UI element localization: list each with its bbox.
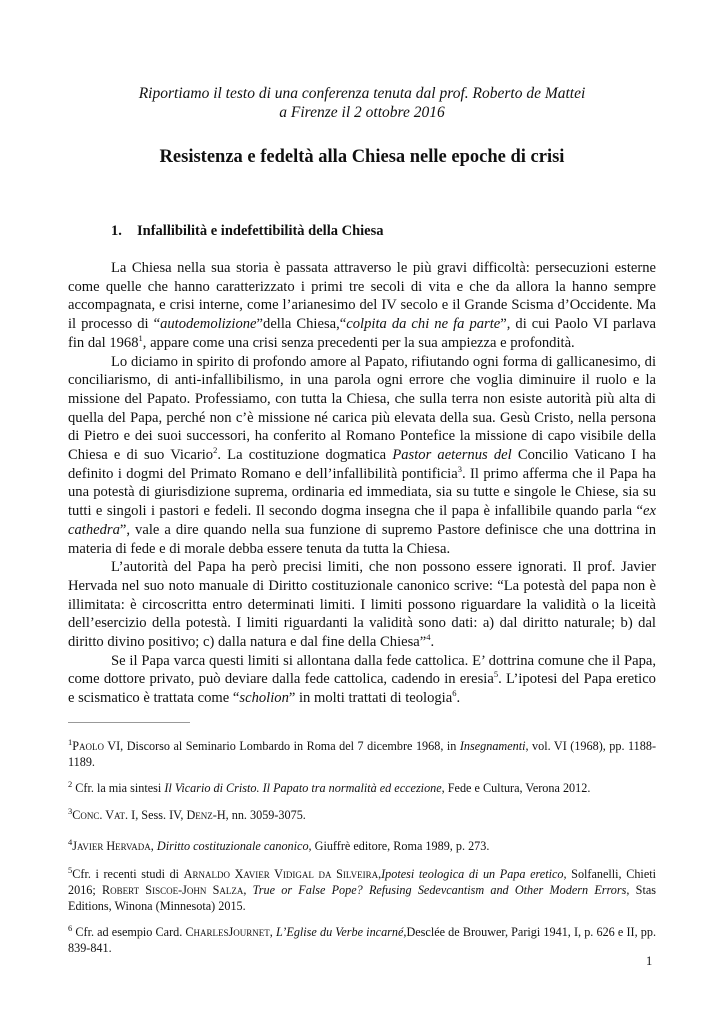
paragraph-1: La Chiesa nella sua storia è passata attraverso le più gravi difficoltà: persecuzioni esterne come quelle che hanno caratterizzato i primi tre secoli di vita e che da allora la hanno sempre accompagnata, e crisi interne, come l’arianesimo del IV secolo e il Grande Scisma d’Occidente. Ma il processo di “autodemolizione”della Chiesa,“colpita da chi ne fa parte”, di cui Paolo VI parlava fin dal 1968$^1$, appare come una crisi senza precedenti per la sua ampiezza e profondità. [68, 260, 656, 351]
footnote-2: $^2$ Cfr. la mia sintesi Il Vicario di Cristo. Il Papato tra normalità ed eccezione, Fede e Cultura, Verona 2012. [68, 778, 591, 795]
footnote-ref-5: 5 [493, 669, 499, 680]
body-text [68, 259, 656, 708]
footnote-4: $^4$Javier Hervada, Diritto costituzionale canonico, Giuffrè editore, Roma 1989, p. 273. [68, 836, 490, 853]
section-heading [111, 222, 384, 240]
footnote-3: $^3$Conc. Vat. I, Sess. IV, Denz-H, nn. 3059-3075. [68, 805, 306, 822]
footnote-5: $^5$Cfr. i recenti studi di Arnaldo Xavier Vidigal da Silveira,Ipotesi teologica di un Papa eretico, Solfanelli, Chieti 2016; Robert Siscoe-John Salza, True or False Pope? Refusing Sedevcantism and Other Modern Errors, Stas Editions, Winona (Minnesota) 2015. [68, 864, 656, 913]
intro-note [60, 84, 664, 122]
footnote-ref-4: 4 [426, 632, 431, 643]
footnote-separator [68, 722, 190, 723]
page-title: Resistenza e fedeltà alla Chiesa nelle epoche di crisi [159, 147, 565, 167]
paragraph-3: L’autorità del Papa ha però precisi limiti, che non possono essere ignorati. Il prof. Javier Hervada nel suo noto manuale di Diritto costituzionale canonico scrive: “La potestà del papa non è illimitata: è circoscritta entro determinati limiti. I limiti possono riguardare la validità o la liceità dell’esercizio della potestà. I limiti riguardanti la validità sono dati: a) dal diritto naturale; b) dal diritto divino positivo; c) dalla natura e dal fine della Chiesa”$^4$. [68, 559, 656, 651]
section-number: 1. [111, 223, 122, 239]
intro-line-1: Riportiamo il testo di una conferenza tenuta dal prof. Roberto de Mattei [138, 85, 586, 102]
footnote-ref-1: 1 [138, 332, 143, 343]
footnote-6: $^6$ Cfr. ad esempio Card. CharlesJournet, L’Eglise du Verbe incarné,Desclée de Brouwer, Parigi 1941, I, p. 626 e II, pp. 839-841. [68, 922, 656, 955]
footnote-ref-6: 6 [452, 688, 457, 699]
page-number: 1 [646, 954, 653, 968]
section-title: Infallibilità e indefettibilità della Chiesa [137, 223, 384, 239]
paragraph-2: Lo diciamo in spirito di profondo amore al Papato, rifiutando ogni forma di gallicanesimo, di conciliarismo, di anti-infallibilismo, in una parola ogni errore che voglia diminuire il ruolo e la missione del Papato. Professiamo, con tutta la Chiesa, che sulla terra non esiste autorità più alta di quella del Papa, perché non c’è missione né carica più elevata della sua. Gesù Cristo, nella persona di Pietro e dei suoi successori, ha conferito al Romano Pontefice la missione di capo visibile della Chiesa e di suo Vicario$^2$. La costituzione dogmatica Pastor aeternus del Concilio Vaticano I ha definito i dogmi del Primato Romano e dell’infallibilità pontificia$^3$. Il primo afferma che il Papa ha una potestà di giurisdizione suprema, ordinaria ed immediata, sia su tutte e singole le Chiese, sia su tutti e singoli i pastori e fedeli. Il secondo dogma insegna che il papa è infallibile quando parla “ex cathedra”, vale a dire quando nella sua funzione di supremo Pastore definisce che una dottrina in materia di fede e di morale debba essere tenuta da tutta la Chiesa. [68, 353, 657, 557]
footnote-ref-2: 2 [213, 445, 218, 456]
footnote-ref-3: 3 [457, 463, 462, 474]
paragraph-4: Se il Papa varca questi limiti si allontana dalla fede cattolica. E’ dottrina comune che il Papa, come dottore privato, può deviare dalla fede cattolica, cadendo in eresia$^5$. L’ipotesi del Papa eretico e scismatico è trattata come “scholion” in molti trattati di teologia$^6$. [68, 652, 656, 707]
intro-line-2: a Firenze il 2 ottobre 2016 [279, 104, 445, 121]
footnote-1: $^1$Paolo VI, Discorso al Seminario Lombardo in Roma del 7 dicembre 1968, in Insegnamenti, vol. VI (1968), pp. 1188-1189. [68, 736, 657, 769]
